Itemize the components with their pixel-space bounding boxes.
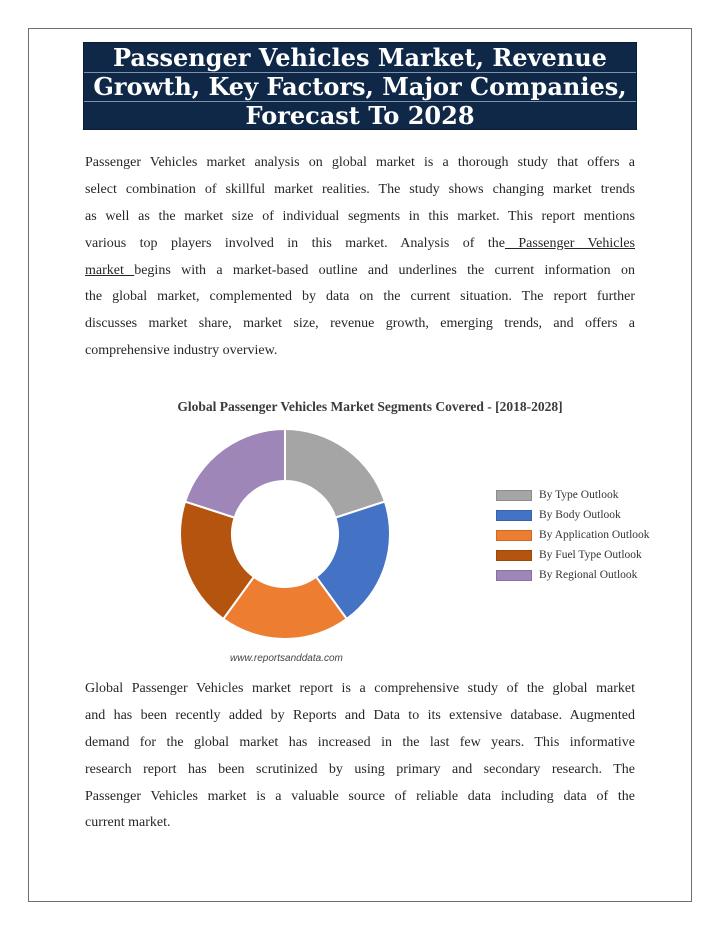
donut-chart <box>177 426 393 642</box>
legend-swatch <box>496 550 532 561</box>
title-banner <box>83 42 637 130</box>
legend-label: By Regional Outlook <box>539 569 638 581</box>
text-line: current market. <box>85 815 171 831</box>
legend-swatch <box>496 530 532 541</box>
donut-slice <box>185 429 285 518</box>
text-line: discusses market share, market size, revenue growth, emerging trends, and offers a <box>85 316 635 332</box>
passenger-vehicles-link-continued[interactable]: market <box>85 262 135 278</box>
text-line: research report has been scrutinized by using primary and secondary research. The <box>85 761 635 777</box>
legend-label: By Fuel Type Outlook <box>539 549 642 561</box>
title-line: Passenger Vehicles Market, Revenue <box>113 43 607 72</box>
segments-chart <box>150 390 650 675</box>
text-line: select combination of skillful market realities. The study shows changing market trends <box>85 181 635 197</box>
text-line: and has been recently added by Reports and Data to its extensive database. Augmented <box>85 707 635 723</box>
passenger-vehicles-link[interactable]: Passenger Vehicles <box>504 235 635 251</box>
source-watermark: www.reportsanddata.com <box>230 653 343 664</box>
legend-label: By Application Outlook <box>539 529 650 541</box>
legend-label: By Type Outlook <box>539 489 619 501</box>
text-line: Passenger Vehicles market is a valuable source of reliable data including data of the <box>85 788 635 804</box>
title-line: Growth, Key Factors, Major Companies, <box>93 72 627 101</box>
intro-paragraph <box>85 150 635 365</box>
text-segment: various top players involved in this market. Analysis of the <box>85 235 505 251</box>
text-line: Passenger Vehicles market analysis on global market is a thorough study that offers a <box>85 155 635 170</box>
text-line <box>85 231 635 258</box>
text-segment: begins with a market-based outline and underlines the current information on <box>134 262 635 278</box>
donut-slice <box>285 429 385 518</box>
text-line: comprehensive industry overview. <box>85 343 278 359</box>
legend-swatch <box>496 510 532 521</box>
text-line: Global Passenger Vehicles market report is a comprehensive study of the global market <box>85 681 635 696</box>
title-line: Forecast To 2028 <box>245 101 475 130</box>
chart-title: Global Passenger Vehicles Market Segments Covered - [2018-2028] <box>177 399 563 414</box>
text-line: demand for the global market has increased in the last few years. This informative <box>85 734 635 750</box>
legend-swatch <box>496 570 532 581</box>
legend-label: By Body Outlook <box>539 509 621 521</box>
text-line <box>85 258 635 285</box>
text-line: the global market, complemented by data on the current situation. The report further <box>85 289 635 305</box>
legend-swatch <box>496 490 532 501</box>
outro-paragraph <box>85 676 635 837</box>
text-line: as well as the market size of individual segments in this market. This report mentions <box>85 208 635 224</box>
